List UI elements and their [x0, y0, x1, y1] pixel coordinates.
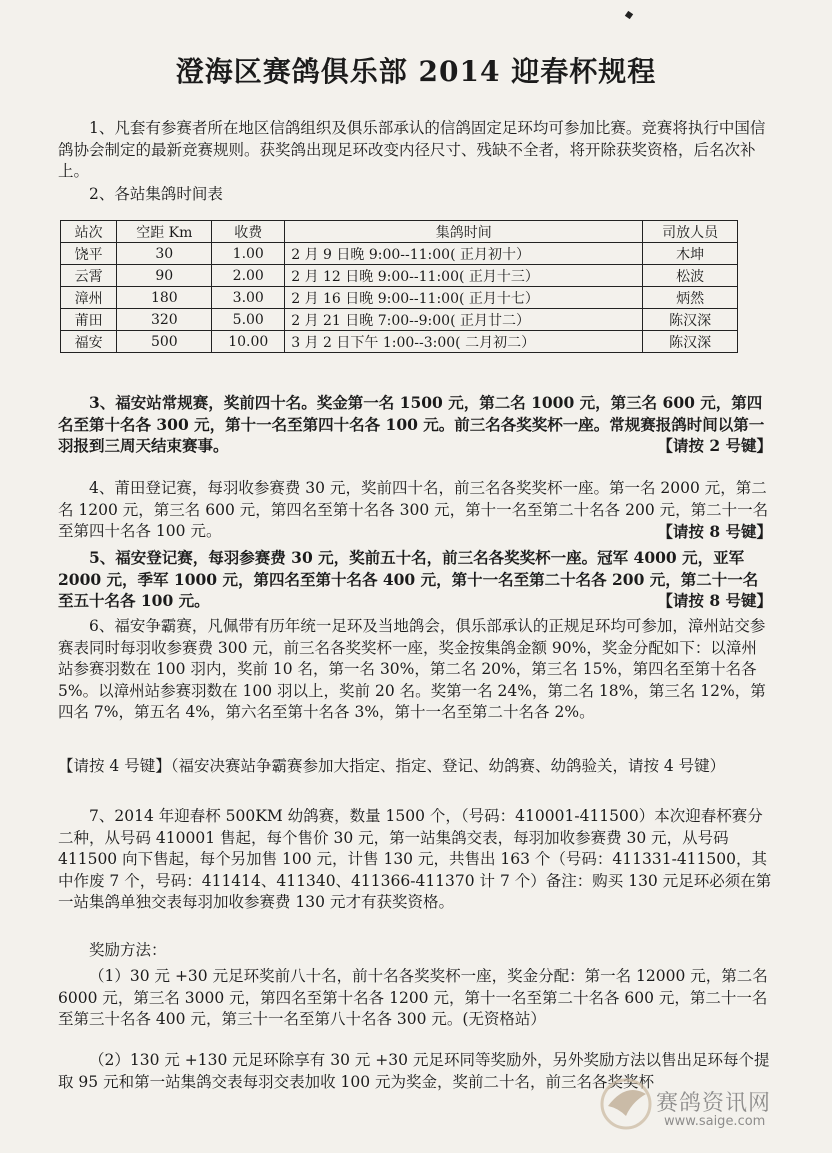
rule-4 — [58, 478, 772, 543]
station-cell: 福安 — [61, 331, 117, 353]
distance-cell: 180 — [117, 287, 212, 309]
releaser-cell: 松波 — [643, 265, 738, 287]
schedule-header-row — [61, 221, 738, 243]
station-cell: 饶平 — [61, 243, 117, 265]
rule-3 — [58, 392, 772, 457]
releaser-cell: 陈汉深 — [643, 331, 738, 353]
rule-5-key: 【请按 8 号键】 — [657, 591, 772, 610]
distance-cell: 500 — [117, 331, 212, 353]
table-row — [61, 309, 738, 331]
rule-5 — [58, 547, 772, 612]
reward-heading: 奖励方法： — [89, 941, 167, 959]
col-distance: 空距 Km — [117, 221, 212, 243]
fee-cell: 1.00 — [212, 243, 285, 265]
rule-5-text: 5、福安登记赛，每羽参赛费 30 元，奖前五十名，前三名各奖奖杯一座。冠军 4000 元，亚军 2000 元，季军 1000 元，第四名至第十名各 400 元，第十一名至第二十名各 200 元，第二十一名至五十名各 100 元。 — [58, 548, 759, 610]
rule-6-note: 【请按 4 号键】（福安决赛站争霸赛参加大指定、指定、登记、幼鸽赛、幼鸽验关，请按 4 号键） — [58, 757, 726, 775]
rule-2-heading: 2、各站集鸽时间表 — [89, 185, 223, 203]
col-fee: 收费 — [212, 221, 285, 243]
rule-4-text: 4、莆田登记赛，每羽收参赛费 30 元，奖前四十名，前三名各奖奖杯一座。第一名 2000 元，第二名 1200 元，第三名 600 元，第四名至第十名各 300 元，第十一名至第二十名各 200 元，第二十一名至第四十名各 100 元。 — [58, 479, 769, 540]
fee-cell: 2.00 — [212, 265, 285, 287]
table-row — [61, 243, 738, 265]
time-cell: 2 月 16 日晚 9:00--11:00( 正月十七） — [285, 287, 643, 309]
watermark-url: www.saige.com — [664, 1114, 766, 1129]
table-row — [61, 287, 738, 309]
releaser-cell: 陈汉深 — [643, 309, 738, 331]
rule-3-text: 3、福安站常规赛，奖前四十名。奖金第一名 1500 元，第二名 1000 元，第三名 600 元，第四名至第十名各 300 元，第十一名至第四十名各 100 元。前三名各奖奖杯一座。常规赛报鸽时间以第一羽报到三周天结束赛事。 — [58, 393, 765, 455]
col-station: 站次 — [61, 221, 117, 243]
site-watermark — [596, 1070, 810, 1140]
rule-7: 7、2014 年迎春杯 500KM 幼鸽赛，数量 1500 个，（号码：410001-411500）本次迎春杯赛分二种，从号码 410001 售起，每个售价 30 元，第一站集鸽交表，每羽加收参赛费 30 元，从号码 411500 向下售起，每个另加售 100 元，计售 130 元，共售出 163 个（号码：411331-411500，其中作废 7 个，号码：411414、411340、411366-411370 计 7 个）备注：购买 130 元足环必须在第一站集鸽单独交表每羽加收参赛费 130 元才有获奖资格。 — [58, 807, 772, 911]
col-releaser: 司放人员 — [643, 221, 738, 243]
releaser-cell: 炳然 — [643, 287, 738, 309]
pigeon-logo-icon — [596, 1072, 656, 1132]
reward-2: （2）130 元 +130 元足环除享有 30 元 +30 元足环同等奖励外，另外奖励方法以售出足环每个提取 95 元和第一站集鸽交表每羽交表加收 100 元为奖金，奖前二十名，前三名各奖奖杯 — [58, 1051, 770, 1091]
station-cell: 云霄 — [61, 265, 117, 287]
distance-cell: 90 — [117, 265, 212, 287]
time-cell: 3 月 2 日下午 1:00--3:00( 二月初二） — [285, 331, 643, 353]
fee-cell: 10.00 — [212, 331, 285, 353]
schedule-table — [60, 220, 738, 353]
fee-cell: 5.00 — [212, 309, 285, 331]
time-cell: 2 月 21 日晚 7:00--9:00( 正月廿二） — [285, 309, 643, 331]
table-row — [61, 265, 738, 287]
rule-1: 1、凡套有参赛者所在地区信鸽组织及俱乐部承认的信鸽固定足环均可参加比赛。竞赛将执行中国信鸽协会制定的最新竞赛规则。获奖鸽出现足环改变内径尺寸、残缺不全者，将开除获奖资格，后名次补上。 — [58, 119, 766, 180]
reward-1: （1）30 元 +30 元足环奖前八十名，前十名各奖奖杯一座，奖金分配：第一名 12000 元，第二名 6000 元，第三名 3000 元，第四名至第十名各 1200 元，第十一名至第二十名各 600 元，第二十一名至第三十名各 400 元，第三十一名至第八十名各 300 元。(无资格站） — [58, 967, 768, 1028]
document-title: 澄海区赛鸽俱乐部 2014 迎春杯规程 — [175, 55, 657, 88]
fee-cell: 3.00 — [212, 287, 285, 309]
col-time: 集鸽时间 — [285, 221, 643, 243]
rule-4-key: 【请按 8 号键】 — [657, 522, 772, 541]
rule-3-key: 【请按 2 号键】 — [657, 436, 772, 455]
table-row — [61, 331, 738, 353]
watermark-name: 赛鸽资讯网 — [656, 1091, 772, 1116]
time-cell: 2 月 12 日晚 9:00--11:00( 正月十三） — [285, 265, 643, 287]
time-cell: 2 月 9 日晚 9:00--11:00( 正月初十） — [285, 243, 643, 265]
distance-cell: 30 — [117, 243, 212, 265]
scan-speck — [625, 11, 633, 19]
distance-cell: 320 — [117, 309, 212, 331]
rule-6: 6、福安争霸赛，凡佩带有历年统一足环及当地鸽会，俱乐部承认的正规足环均可参加，漳州站交参赛表同时每羽收参赛费 300 元，前三名各奖奖杯一座，奖金按集鸽金额 90%，奖金分配如下：以漳州站参赛羽数在 100 羽内，奖前 10 名，第一名 30%，第二名 20%，第三名 15%，第四名至第十名各 5%。以漳州站参赛羽数在 100 羽以上，奖前 20 名。奖第一名 24%，第二名 18%，第三名 12%，第四名 7%，第五名 4%，第六名至第十名各 3%，第十一名至第二十名各 2%。 — [58, 617, 766, 721]
station-cell: 莆田 — [61, 309, 117, 331]
station-cell: 漳州 — [61, 287, 117, 309]
releaser-cell: 木坤 — [643, 243, 738, 265]
